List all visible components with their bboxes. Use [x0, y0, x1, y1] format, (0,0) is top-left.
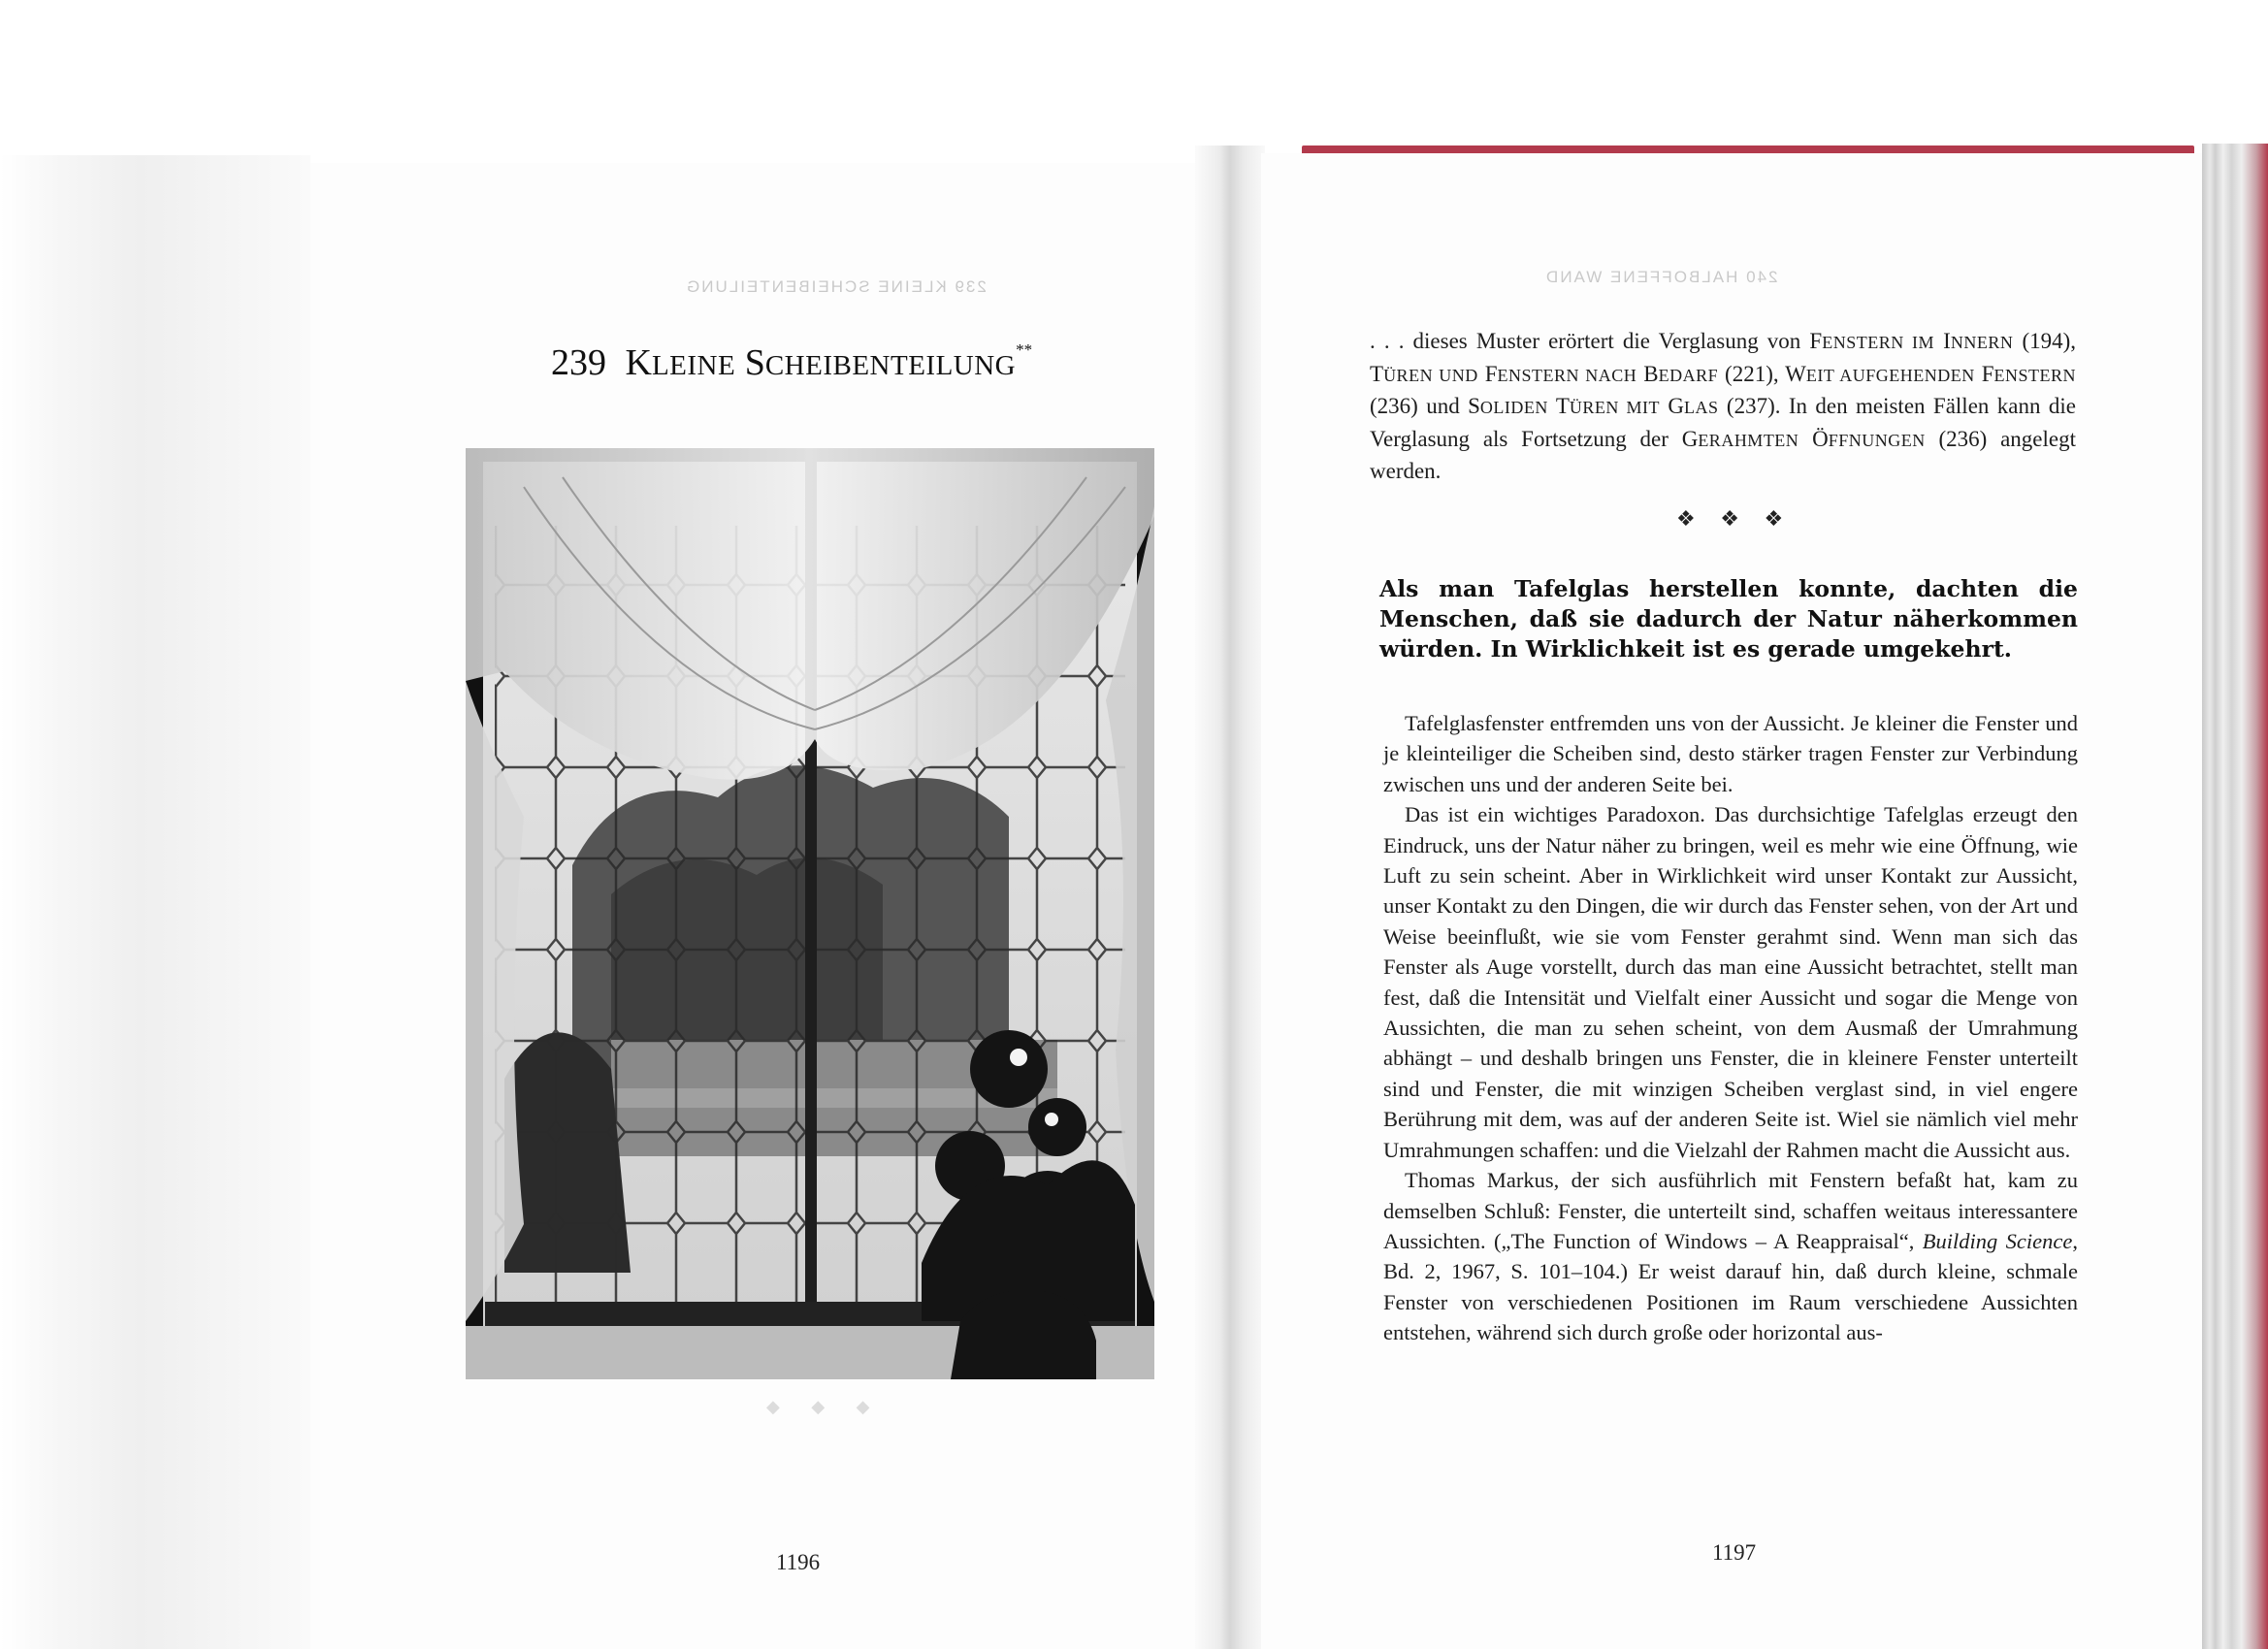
paragraph-3: Thomas Markus, der sich ausführlich mit Fenstern befaßt hat, kam zu demselben Schluß: Fenster, die unterteilt sind, schaffen weitaus interessantere Aussichten. („The Function of Windows – A Reappraisal“, Building Science, Bd. 2, 1967, S. 101–104.) Er weist darauf hin, daß durch kleine, schmale Fenster von verschiedenen Positionen im Raum verschiedene Aussichten entstehen, während sich durch große oder horizontal aus-	[1383, 1168, 2078, 1345]
body-text	[1383, 708, 2078, 1348]
paragraph-1: Tafelglasfenster entfremden uns von der Aussicht. Je kleiner die Fenster und je kleinteiliger die Scheiben sind, desto stärker tragen Fenster zur Verbindung zwischen uns und der anderen Seite bei.	[1383, 711, 2078, 796]
problem-statement: Als man Tafelglas herstellen konnte, dachten die Menschen, daß sie dadurch der Natur näherkommen würden. In Wirklichkeit ist es gerade umgekehrt.	[1379, 575, 2078, 663]
pattern-number: 239	[551, 342, 606, 383]
right-page-edges	[2202, 144, 2268, 1649]
section-divider-diamonds: ❖ ❖ ❖	[1676, 506, 1794, 531]
context-paragraph: . . . dieses Muster erörtert die Verglasung von FENSTERN IM INNERN (194), TÜREN UND FENSTERN NACH BEDARF (221), WEIT AUFGEHENDEN FENSTERN (236) und SOLIDEN TÜREN MIT GLAS (237). In den meisten Fällen kann die Verglasung als Fortsetzung der GERAHMTEN ÖFFNUNGEN (236) angelegt werden.	[1370, 329, 2077, 483]
page-number-left: 1196	[776, 1550, 821, 1574]
pattern-title: 239 KLEINE SCHEIBENTEILUNG**	[551, 340, 1033, 383]
left-bleedthrough-header: 239 KLEINE SCHEIBENTEILUNG	[685, 277, 987, 296]
page-number-right: 1197	[1712, 1540, 1757, 1565]
paragraph-2: Das ist ein wichtiges Paradoxon. Das durchsichtige Tafelglas erzeugt den Eindruck, uns der Natur näher zu bringen, weil es mehr wie eine Öffnung, wie Luft zu sein scheint. Aber in Wirklichkeit wird unser Kontakt zur Aussicht, unser Kontakt zu den Dingen, die wir durch das Fenster sehen, von der Art und Weise beeinflußt, wie sie vom Fenster gerahmt sind. Wenn man sich das Fenster als Auge vorstellt, durch das man eine Aussicht betrachtet, stellt man fest, daß die Intensität und Vielfalt einer Aussicht und sogar die Menge von Aussichten, die man zu sehen scheint, von dem Ausmaß der Umrahmung abhängt – und deshalb bringen uns Fenster, die in kleinere Fenster unterteilt sind und Fenster, die mit winzigen Scheiben verglast sind, in viel engere Berührung mit dem, was auf der anderen Seite ist. Wiel sie nämlich viel mehr Umrahmungen schaffen: und die Vielzahl der Rahmen macht die Aussicht aus.	[1383, 802, 2078, 1162]
left-page-edges	[0, 155, 310, 1649]
citation-title: Building Science	[1922, 1228, 2073, 1253]
left-bleedthrough-ornament: ◆ ◆ ◆	[766, 1397, 884, 1416]
right-bleedthrough-header: 240 HALBOFFENE WAND	[1544, 268, 1778, 286]
window-photograph	[466, 448, 1154, 1379]
pattern-stars: **	[1016, 340, 1033, 359]
leaded-window-image	[466, 448, 1154, 1379]
